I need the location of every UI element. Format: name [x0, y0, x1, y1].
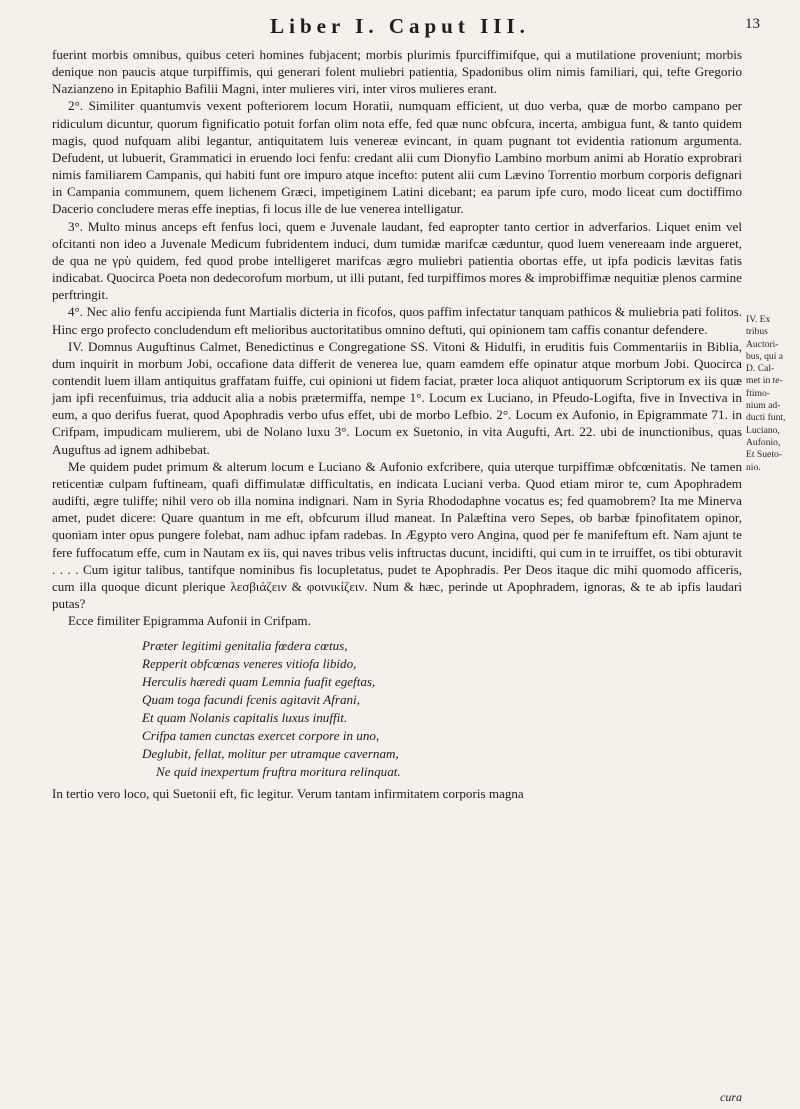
margin-note-line: nio.: [746, 461, 761, 473]
page-header: [0, 10, 800, 44]
margin-note-line: IV. Ex: [746, 314, 771, 325]
margin-note-line: Luciano,: [746, 424, 780, 436]
margin-note-line: Auctori-: [746, 338, 779, 350]
margin-note: [746, 314, 800, 474]
paragraph-2: 2°. Similiter quantumvis vexent pofteriorem locum Horatii, numquam efficient, ut duo verba, quæ de morbo campano per ridiculum dicuntur, quorum fignificatio potuit forfan olim nota effe, fed quæ nunc obfcura, incerta, ambigua funt, & tanto quidem magis, quod nufquam alibi legantur, antiquitatem luis venereæ evincant, in quam pugnant tot evidentia rationum argumenta. Defudent, ut lubuerit, Grammatici in eruendo loci fenfu: credant alii cum Dionyfio Lambino morbum animi ab Horatio exprobrari nimis familiarem Campanis, qui habiti funt ore impuro atque incefto: putent alii cum Lævino Torrentio morbum corporis defignari in Campania communem, quem lichenem Græci, impetiginem Latini dicebant; ea parum ipfe curo, modo liceat cum doctiffimo Dacerio concludere meras effe ineptias, fi locus ille de lue venerea intelligatur.: [52, 98, 742, 217]
paragraph-3: 3°. Multo minus anceps eft fenfus loci, quem e Juvenale laudant, fed eapropter tanto certior in adverfarios. Liquet enim vel ofcitanti non ideo a Juvenale Medicum fubridentem induci, dum tumidæ marifcæ cæduntur, quod luem venereaam inde argueret, de qua ne γρὺ quidem, fed quod probe intelligeret marifcas ægro muliebri patientia obortas effe, ut ipfa podicis lævitas fatis indicabat. Quocirca Poeta non dedecorofum morbum, ut illi putant, fed turpiffimos mores & improbiffimæ nequitiæ plenos carmine perftringit.: [52, 218, 742, 303]
verse-line: Deglubit, fellat, molitur per utramque cavernam,: [142, 746, 399, 762]
closing-paragraph: In tertio vero loco, qui Suetonii eft, fic legitur. Verum tantam infirmitatem corporis magna: [52, 786, 524, 802]
paragraph-1: fuerint morbis omnibus, quibus ceteri homines fubjacent; morbis plurimis fpurciffimifque, qui a mutilatione proveniunt; morbis denique non paucis atque turpiffimis, qui generari folent muliebri patientia, Spadonibus olim nimis familiari, qui, tefte Gregorio Nazianzeno in Epitaphio Bafilii Magni, inter mulieres viri, inter viros mulieres erant.: [52, 47, 742, 97]
margin-note-line: ftimo-: [746, 387, 770, 399]
margin-note-line: Aufonio,: [746, 436, 781, 448]
running-head: Liber I. Caput III.: [270, 14, 530, 38]
margin-note-line: D. Cal-: [746, 363, 775, 375]
verse-line: Repperit obfcœnas veneres vitiofa libido,: [142, 656, 357, 672]
paragraph-7: Ecce fimiliter Epigramma Aufonii in Crifpam.: [68, 613, 311, 629]
paragraph-6: Me quidem pudet primum & alterum locum e Luciano & Aufonio exfcribere, quia uterque turpiffimæ obfcœnitatis. Ne tamen reticentiæ culpam fuftineam, quafi diffimulatæ difficultatis, en indicata Luciani verba. Quod etiam miror te, cum Apophradem audifti, ægre tuliffe; nihil vero ob illa nomina indignari. Nam in Syria Rhododaphne vocatus es; fed quamobrem? Ita me Minerva amet, pudet dicere: Quare quantum in me eft, obfcurum illud maneat. In Palæftina vero Sepes, ob barbæ fpinofitatem opinor, quoniam inter opus pungere folebat, nam adhuc ipfam radebas. In Ægypto vero Angina, quod per fe manifeftum eft. Nam ajunt te fere fuffocatum effe, cum in Nautam ex iis, qui naves tribus velis inftructas ducunt, incidifti, qui cum in te irruiffet, os tibi obturavit . . . . Cum igitur talibus, tantifque nominibus fis locupletatus, pudet te Apophradis. Per Deos itaque dic mihi quomodo afficeris, cum illa quoque dicunt plerique λεσβιάζειν & φοινικίζειν. Num & hæc, perinde ut Apophradem, ignoras, & te ab ipfis laudari putas?: [52, 458, 742, 611]
verse-line: Crifpa tamen cunctas exercet corpore in uno,: [142, 728, 380, 744]
margin-note-line: ducti funt,: [746, 412, 786, 424]
verse-line: Quam toga facundi fcenis agitavit Afrani,: [142, 692, 360, 708]
paragraph-5: IV. Domnus Auguftinus Calmet, Benedictinus e Congregatione SS. Vitoni & Hidulfi, in eruditis fuis Commentariis in Biblia, dum inquirit in morbum Jobi, occafione data differit de venerea lue, quam eamdem effe opinatur atque morbum Jobi. Quocirca contendit luem illam antiquitus graffatam fuiffe, cui opinioni ut fidem faciat, præter loca aliquot antiquorum Scriptorum ex iis quæ jam ipfi recenfuimus, tria adducit alia a nobis prætermiffa, nempe 1°. Locum ex Luciano, in Pfeudo-Logifta, five in Invectiva in eum, a quo derifus fuerat, quod Apophradis verbo ufus effet, ubi de morbo Lefbio. 2°. Locum ex Aufonio, in Epigrammate 71. in Crifpam, impudicam mulierem, ubi de Nolano luxu 3°. Locum ex Suetonio, in vita Augufti, Art. 22. ubi de inunctionibus, quas Auguftus ad ignem adhibebat.: [52, 338, 742, 457]
verse-line: Et quam Nolanis capitalis luxus inuffit.: [142, 710, 348, 726]
catchword: cura: [720, 1090, 742, 1104]
margin-note-line: bus, qui a: [746, 350, 784, 362]
margin-note-line: tribus: [746, 326, 768, 338]
epigram-verse: [142, 637, 742, 781]
verse-line: Herculis hæredi quam Lemnia fuafit egeftas,: [142, 674, 376, 690]
page-number: 13: [745, 16, 760, 32]
verse-line: Ne quid inexpertum fruftra moritura relinquat.: [156, 764, 401, 780]
margin-note-line: nium ad-: [746, 400, 781, 412]
margin-note-line: met in te-: [746, 375, 783, 387]
body-text: [52, 46, 742, 802]
margin-note-line: Et Sueto-: [746, 449, 782, 461]
verse-line: Præter legitimi genitalia fœdera cœtus,: [142, 638, 348, 654]
paragraph-4: 4°. Nec alio fenfu accipienda funt Martialis dicteria in ficofos, quos paffim infectatur tanquam pathicos & muliebria pati folitos. Hinc ergo profecto concludendum eft melioribus auctoritatibus omnino deftuti, qui opinionem tam caffis conantur defendere.: [52, 304, 742, 337]
